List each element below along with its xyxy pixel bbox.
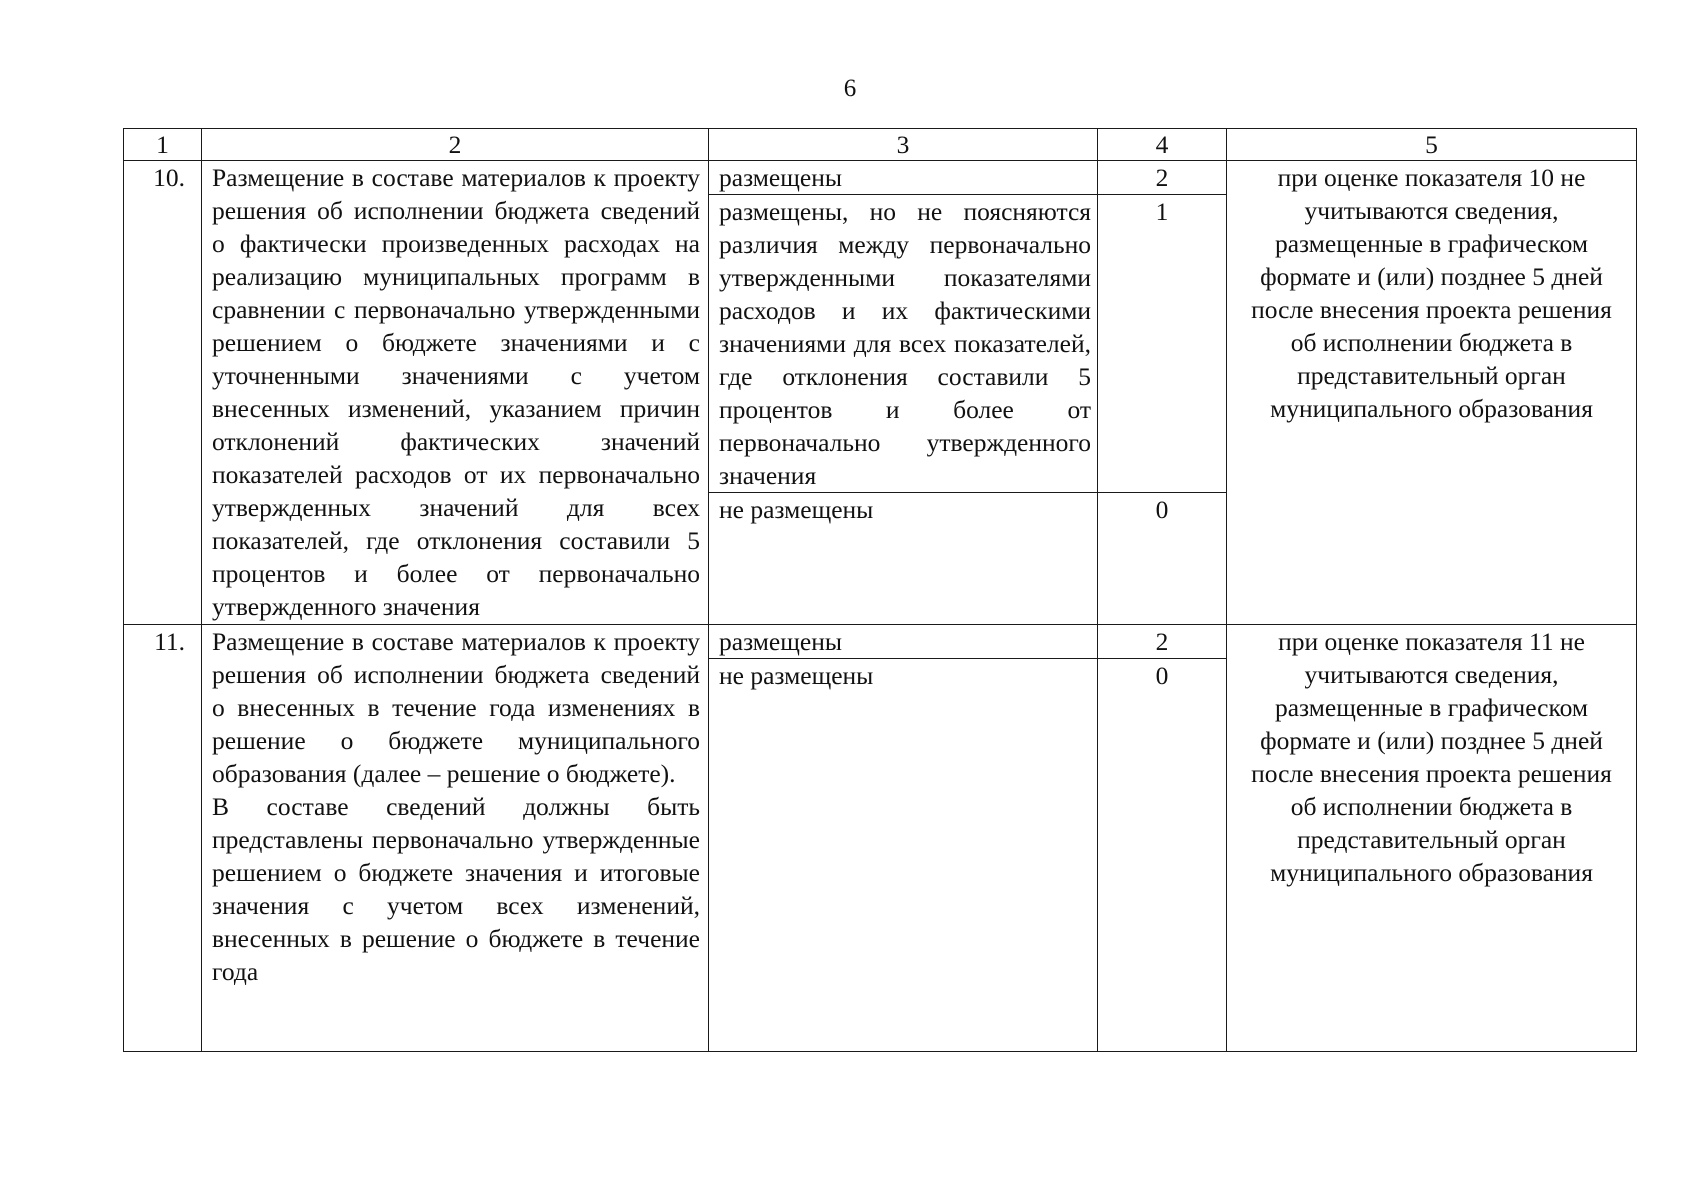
option-score: 0 xyxy=(1098,493,1227,625)
table-row xyxy=(124,161,1637,195)
row-number: 11. xyxy=(124,625,202,1052)
header-row xyxy=(124,129,1637,161)
indicator-table xyxy=(123,128,1637,1052)
option-score: 1 xyxy=(1098,195,1227,493)
option-label: не размещены xyxy=(709,659,1098,1052)
option-score: 0 xyxy=(1098,659,1227,1052)
indicator-description xyxy=(202,161,709,625)
header-col-1: 1 xyxy=(124,129,202,161)
row-number: 10. xyxy=(124,161,202,625)
option-score: 2 xyxy=(1098,161,1227,195)
indicator-note: при оценке показателя 10 не учитываются сведения, размещенные в графическом формате и (или) позднее 5 дней после внесения проекта решения об исполнении бюджета в представительный орган муниципального образования xyxy=(1227,161,1637,625)
header-col-5: 5 xyxy=(1227,129,1637,161)
header-col-3: 3 xyxy=(709,129,1098,161)
indicator-note: при оценке показателя 11 не учитываются сведения, размещенные в графическом формате и (или) позднее 5 дней после внесения проекта решения об исполнении бюджета в представительный орган муниципального образования xyxy=(1227,625,1637,1052)
option-label: размещены, но не поясняются различия между первоначально утвержденными показателями расходов и их фактическими значениями для всех показателей, где отклонения составили 5 процентов и более от первоначально утвержденного значения xyxy=(709,195,1098,493)
description-text: Размещение в составе материалов к проекту решения об исполнении бюджета сведений о фактически произведенных расходах на реализацию муниципальных программ в сравнении с первоначально утвержденными решением о бюджете значениями и с уточненными значениями с учетом внесенных изменений, указанием причин отклонений фактических значений показателей расходов от их первоначально утвержденных значений для всех показателей, где отклонения составили 5 процентов и более от первоначально утвержденного значения xyxy=(212,163,700,621)
page-number: 6 xyxy=(843,75,857,102)
header-col-4: 4 xyxy=(1098,129,1227,161)
option-label: не размещены xyxy=(709,493,1098,625)
option-label: размещены xyxy=(709,161,1098,195)
header-col-2: 2 xyxy=(202,129,709,161)
description-paragraph: Размещение в составе материалов к проекту решения об исполнении бюджета сведений о внесенных в течение года изменениях в решение о бюджете муниципального образования (далее – решение о бюджете). xyxy=(212,627,700,788)
table-row xyxy=(124,625,1637,659)
description-paragraph: В составе сведений должны быть представлены первоначально утвержденные решением о бюджете значения и итоговые значения с учетом всех изменений, внесенных в решение о бюджете в течение года xyxy=(212,792,700,986)
option-score: 2 xyxy=(1098,625,1227,659)
indicator-description xyxy=(202,625,709,1052)
option-label: размещены xyxy=(709,625,1098,659)
